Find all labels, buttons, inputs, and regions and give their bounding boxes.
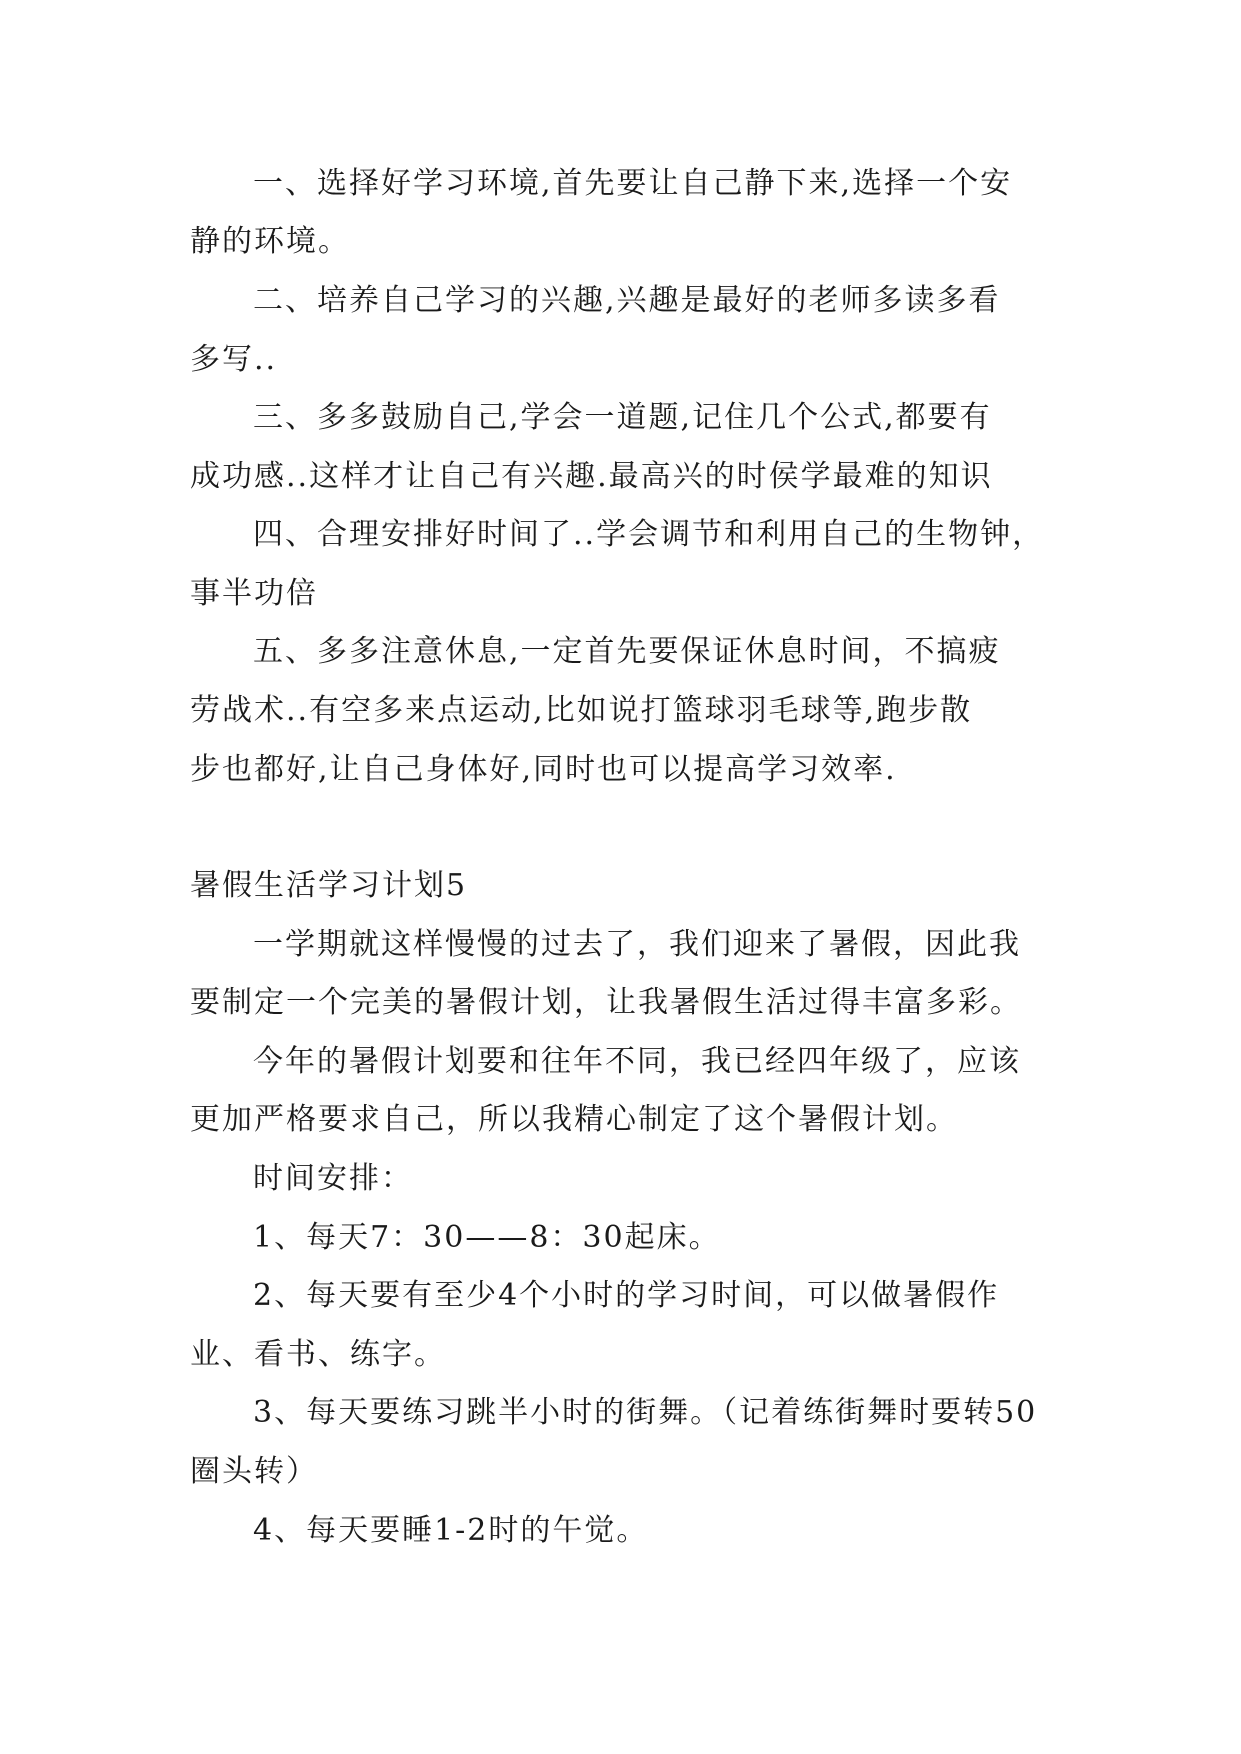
paragraph-line: 成功感..这样才让自己有兴趣.最高兴的时侯学最难的知识	[190, 459, 993, 494]
paragraph-line: 事半功倍	[190, 576, 318, 611]
paragraph-line: 今年的暑假计划要和往年不同，我已经四年级了，应该	[253, 1044, 1021, 1079]
paragraph-line: 二、培养自己学习的兴趣,兴趣是最好的老师多读多看	[253, 283, 1001, 318]
paragraph-line: 要制定一个完美的暑假计划，让我暑假生活过得丰富多彩。	[190, 985, 1022, 1020]
paragraph-line: 五、多多注意休息,一定首先要保证休息时间，不搞疲	[253, 634, 1001, 669]
list-item: 4、每天要睡1-2时的午觉。	[253, 1513, 649, 1548]
list-item: 1、每天7：30——8：30起床。	[253, 1220, 721, 1255]
list-item: 3、每天要练习跳半小时的街舞。（记着练街舞时要转50	[253, 1395, 1038, 1430]
paragraph-line: 更加严格要求自己，所以我精心制定了这个暑假计划。	[190, 1102, 958, 1137]
paragraph-line: 劳战术..有空多来点运动,比如说打篮球羽毛球等,跑步散	[190, 693, 973, 728]
list-item: 2、每天要有至少4个小时的学习时间，可以做暑假作	[253, 1278, 1000, 1313]
section-heading: 暑假生活学习计划5	[190, 868, 468, 903]
list-item-continuation: 业、看书、练字。	[190, 1337, 446, 1372]
paragraph-line: 多写..	[190, 342, 278, 377]
paragraph-line: 时间安排：	[253, 1161, 413, 1196]
paragraph-line: 一、选择好学习环境,首先要让自己静下来,选择一个安	[253, 166, 1013, 201]
paragraph-line: 三、多多鼓励自己,学会一道题,记住几个公式,都要有	[253, 400, 992, 435]
list-item-continuation: 圈头转）	[190, 1454, 318, 1489]
paragraph-line: 静的环境。	[190, 224, 350, 259]
paragraph-line: 一学期就这样慢慢的过去了，我们迎来了暑假，因此我	[253, 927, 1021, 962]
paragraph-line: 四、合理安排好时间了..学会调节和利用自己的生物钟，	[253, 517, 1045, 552]
paragraph-line: 步也都好,让自己身体好,同时也可以提高学习效率.	[190, 752, 897, 787]
